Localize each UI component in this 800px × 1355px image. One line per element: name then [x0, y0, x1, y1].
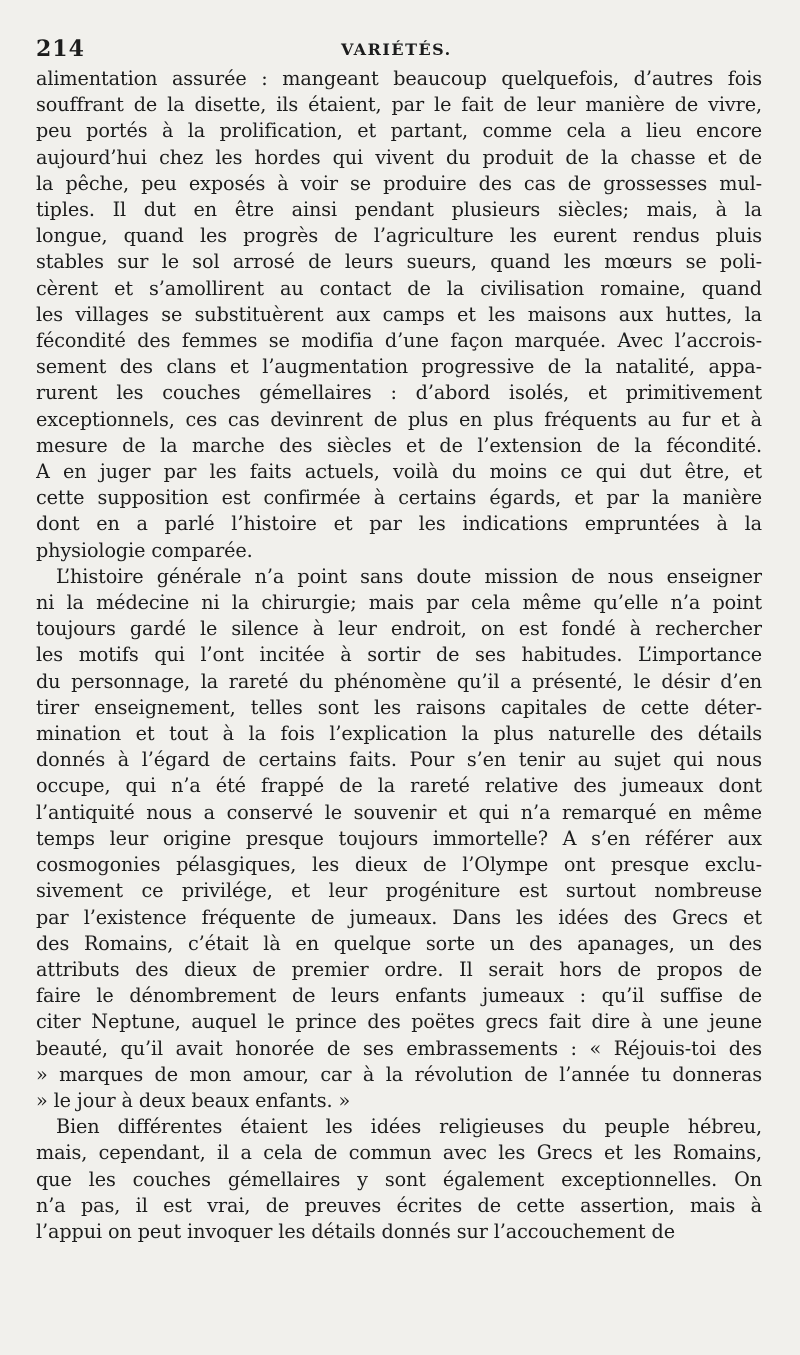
- text-line: attributs des dieux de premier ordre. Il serait hors de propos de: [36, 957, 762, 981]
- text-line: » marques de mon amour, car à la révolution de l’année tu donneras: [36, 1062, 762, 1086]
- text-line: les motifs qui l’ont incitée à sortir de ses habitudes. L’importance: [36, 643, 762, 667]
- text-line: cette supposition est confirmée à certains égards, et par la manière: [36, 486, 762, 510]
- text-line: l’antiquité nous a conservé le souvenir et qui n’a remarqué en même: [36, 800, 762, 824]
- text-line: sement des clans et l’augmentation progressive de la natalité, appa-: [36, 355, 762, 379]
- text-line: beauté, qu’il avait honorée de ses embrassements : « Réjouis-toi des: [36, 1036, 762, 1060]
- text-line: » le jour à deux beaux enfants. »: [36, 1088, 351, 1112]
- text-line: l’appui on peut invoquer les détails donnés sur l’accouchement de: [36, 1219, 675, 1243]
- text-line: cosmogonies pélasgiques, les dieux de l’Olympe ont presque exclu-: [36, 853, 762, 877]
- text-line: les villages se substituèrent aux camps et les maisons aux huttes, la: [36, 302, 762, 326]
- text-line: par l’existence fréquente de jumeaux. Dans les idées des Grecs et: [36, 905, 762, 929]
- text-line: L’histoire générale n’a point sans doute mission de nous enseigner: [56, 564, 762, 588]
- running-head: VARIÉTÉS.: [341, 40, 452, 59]
- text-line: mination et tout à la fois l’explication la plus naturelle des détails: [36, 722, 762, 746]
- text-line: ni la médecine ni la chirurgie; mais par cela même qu’elle n’a point: [36, 591, 762, 615]
- text-line: Bien différentes étaient les idées religieuses du peuple hébreu,: [56, 1115, 762, 1139]
- text-line: A en juger par les faits actuels, voilà du moins ce qui dut être, et: [36, 460, 762, 484]
- body-text: [36, 66, 762, 1245]
- text-line: temps leur origine presque toujours immortelle? A s’en référer aux: [36, 826, 762, 850]
- page-number: 214: [36, 36, 85, 62]
- text-line: donnés à l’égard de certains faits. Pour s’en tenir au sujet qui nous: [36, 748, 762, 772]
- text-line: tiples. Il dut en être ainsi pendant plusieurs siècles; mais, à la: [36, 198, 762, 222]
- text-line: toujours gardé le silence à leur endroit, on est fondé à rechercher: [36, 617, 762, 641]
- text-line: alimentation assurée : mangeant beaucoup quelquefois, d’autres fois: [36, 67, 762, 90]
- text-line: n’a pas, il est vrai, de preuves écrites de cette assertion, mais à: [36, 1193, 762, 1217]
- text-line: peu portés à la prolification, et partant, comme cela a lieu encore: [36, 119, 762, 143]
- page-header: [36, 26, 762, 66]
- text-line: du personnage, la rareté du phénomène qu’il a présenté, le désir d’en: [36, 669, 762, 693]
- paragraph: [36, 564, 762, 1114]
- text-line: tirer enseignement, telles sont les raisons capitales de cette déter-: [36, 695, 762, 719]
- text-line: la pêche, peu exposés à voir se produire des cas de grossesses mul-: [36, 171, 762, 195]
- text-line: stables sur le sol arrosé de leurs sueurs, quand les mœurs se poli-: [36, 250, 762, 274]
- text-line: souffrant de la disette, ils étaient, par le fait de leur manière de vivre,: [36, 93, 762, 117]
- text-line: que les couches gémellaires y sont également exceptionnelles. On: [36, 1167, 762, 1191]
- text-line: occupe, qui n’a été frappé de la rareté relative des jumeaux dont: [36, 774, 762, 798]
- text-line: faire le dénombrement de leurs enfants jumeaux : qu’il suffise de: [36, 984, 762, 1008]
- text-line: fécondité des femmes se modifia d’une façon marquée. Avec l’accrois-: [36, 329, 762, 353]
- text-line: aujourd’hui chez les hordes qui vivent du produit de la chasse et de: [36, 145, 762, 169]
- text-line: dont en a parlé l’histoire et par les indications empruntées à la: [36, 512, 762, 536]
- text-line: exceptionnels, ces cas devinrent de plus en plus fréquents au fur et à: [36, 407, 762, 431]
- paragraph: [36, 66, 762, 564]
- text-line: longue, quand les progrès de l’agriculture les eurent rendus pluis: [36, 224, 762, 248]
- text-line: mesure de la marche des siècles et de l’extension de la fécondité.: [36, 433, 762, 457]
- text-line: mais, cependant, il a cela de commun avec les Grecs et les Romains,: [36, 1141, 762, 1165]
- text-line: sivement ce privilége, et leur progéniture est surtout nombreuse: [36, 879, 762, 903]
- text-line: des Romains, c’était là en quelque sorte un des apanages, un des: [36, 931, 762, 955]
- text-line: citer Neptune, auquel le prince des poëtes grecs fait dire à une jeune: [36, 1010, 762, 1034]
- paragraph: [36, 1114, 762, 1245]
- text-line: cèrent et s’amollirent au contact de la civilisation romaine, quand: [36, 276, 762, 300]
- text-line: physiologie comparée.: [36, 538, 253, 562]
- text-line: rurent les couches gémellaires : d’abord isolés, et primitivement: [36, 381, 762, 405]
